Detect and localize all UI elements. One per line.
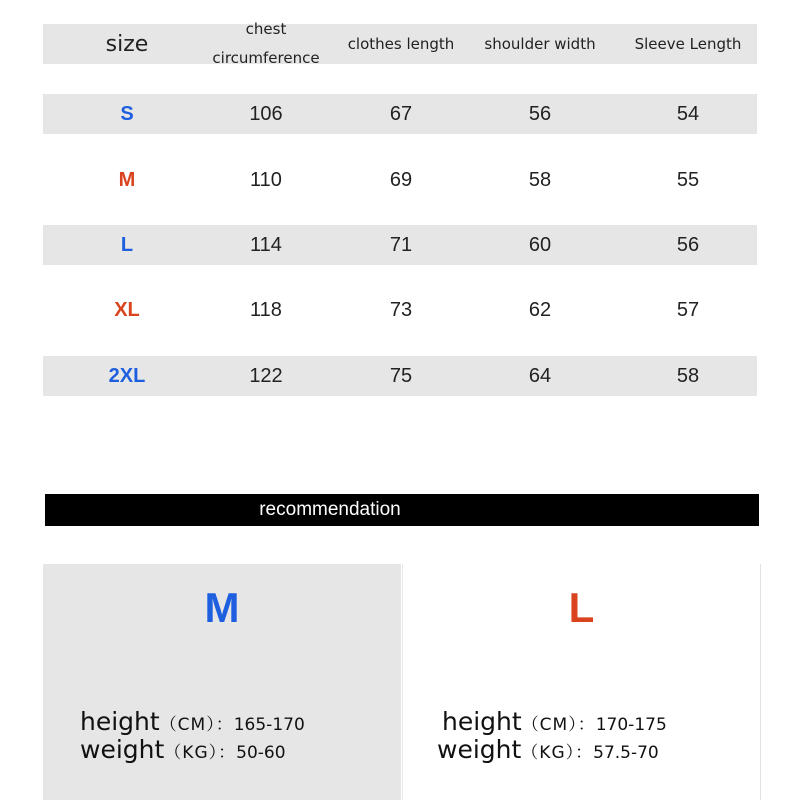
height-line: height（CM）：165-170	[80, 707, 305, 736]
header-chest-line2: circumference	[212, 49, 320, 67]
shoulder-value: 62	[528, 298, 552, 321]
sleeve-value: 58	[676, 364, 700, 387]
chest-value: 114	[250, 233, 282, 256]
table-row	[43, 225, 757, 265]
header-chest	[201, 16, 331, 72]
body-measurements	[437, 708, 667, 764]
table-row	[43, 94, 757, 134]
header-clothes-length: clothes length	[347, 34, 455, 53]
size-label: 2XL	[108, 364, 146, 387]
recommended-size: M	[204, 584, 240, 631]
recommendation-title: recommendation	[259, 499, 401, 520]
table-row	[43, 160, 757, 200]
size-label: S	[120, 102, 134, 125]
shoulder-value: 60	[528, 233, 552, 256]
chest-value: 122	[249, 364, 283, 387]
recommended-size: L	[568, 584, 595, 631]
sleeve-value: 57	[676, 298, 700, 321]
length-value: 69	[389, 168, 413, 191]
table-header-row	[43, 20, 757, 67]
shoulder-value: 58	[528, 168, 552, 191]
chest-value: 106	[249, 102, 283, 125]
recommendation-bar	[45, 494, 759, 526]
length-value: 73	[389, 298, 413, 321]
size-label: M	[118, 168, 136, 191]
size-label: L	[120, 233, 134, 256]
body-measurements	[80, 708, 305, 764]
weight-line: weight（KG）：50-60	[80, 735, 286, 764]
chest-value: 118	[250, 298, 282, 321]
height-line: height（CM）：170-175	[442, 707, 667, 736]
length-value: 67	[389, 102, 413, 125]
length-value: 71	[389, 233, 413, 256]
recommendation-panel-l	[402, 564, 761, 800]
recommendation-panel-m	[43, 564, 401, 800]
sleeve-value: 56	[676, 233, 700, 256]
header-sleeve-length: Sleeve Length	[634, 34, 742, 53]
shoulder-value: 56	[528, 102, 552, 125]
shoulder-value: 64	[528, 364, 552, 387]
size-label: XL	[114, 298, 140, 321]
chest-value: 110	[250, 168, 282, 191]
table-row	[43, 290, 757, 330]
length-value: 75	[389, 364, 413, 387]
header-size: size	[105, 31, 149, 57]
sleeve-value: 54	[676, 102, 700, 125]
weight-line: weight（KG）：57.5-70	[437, 735, 659, 764]
header-chest-line1: chest	[245, 20, 287, 38]
sleeve-value: 55	[676, 168, 700, 191]
table-row	[43, 356, 757, 396]
header-shoulder-width: shoulder width	[484, 34, 596, 53]
